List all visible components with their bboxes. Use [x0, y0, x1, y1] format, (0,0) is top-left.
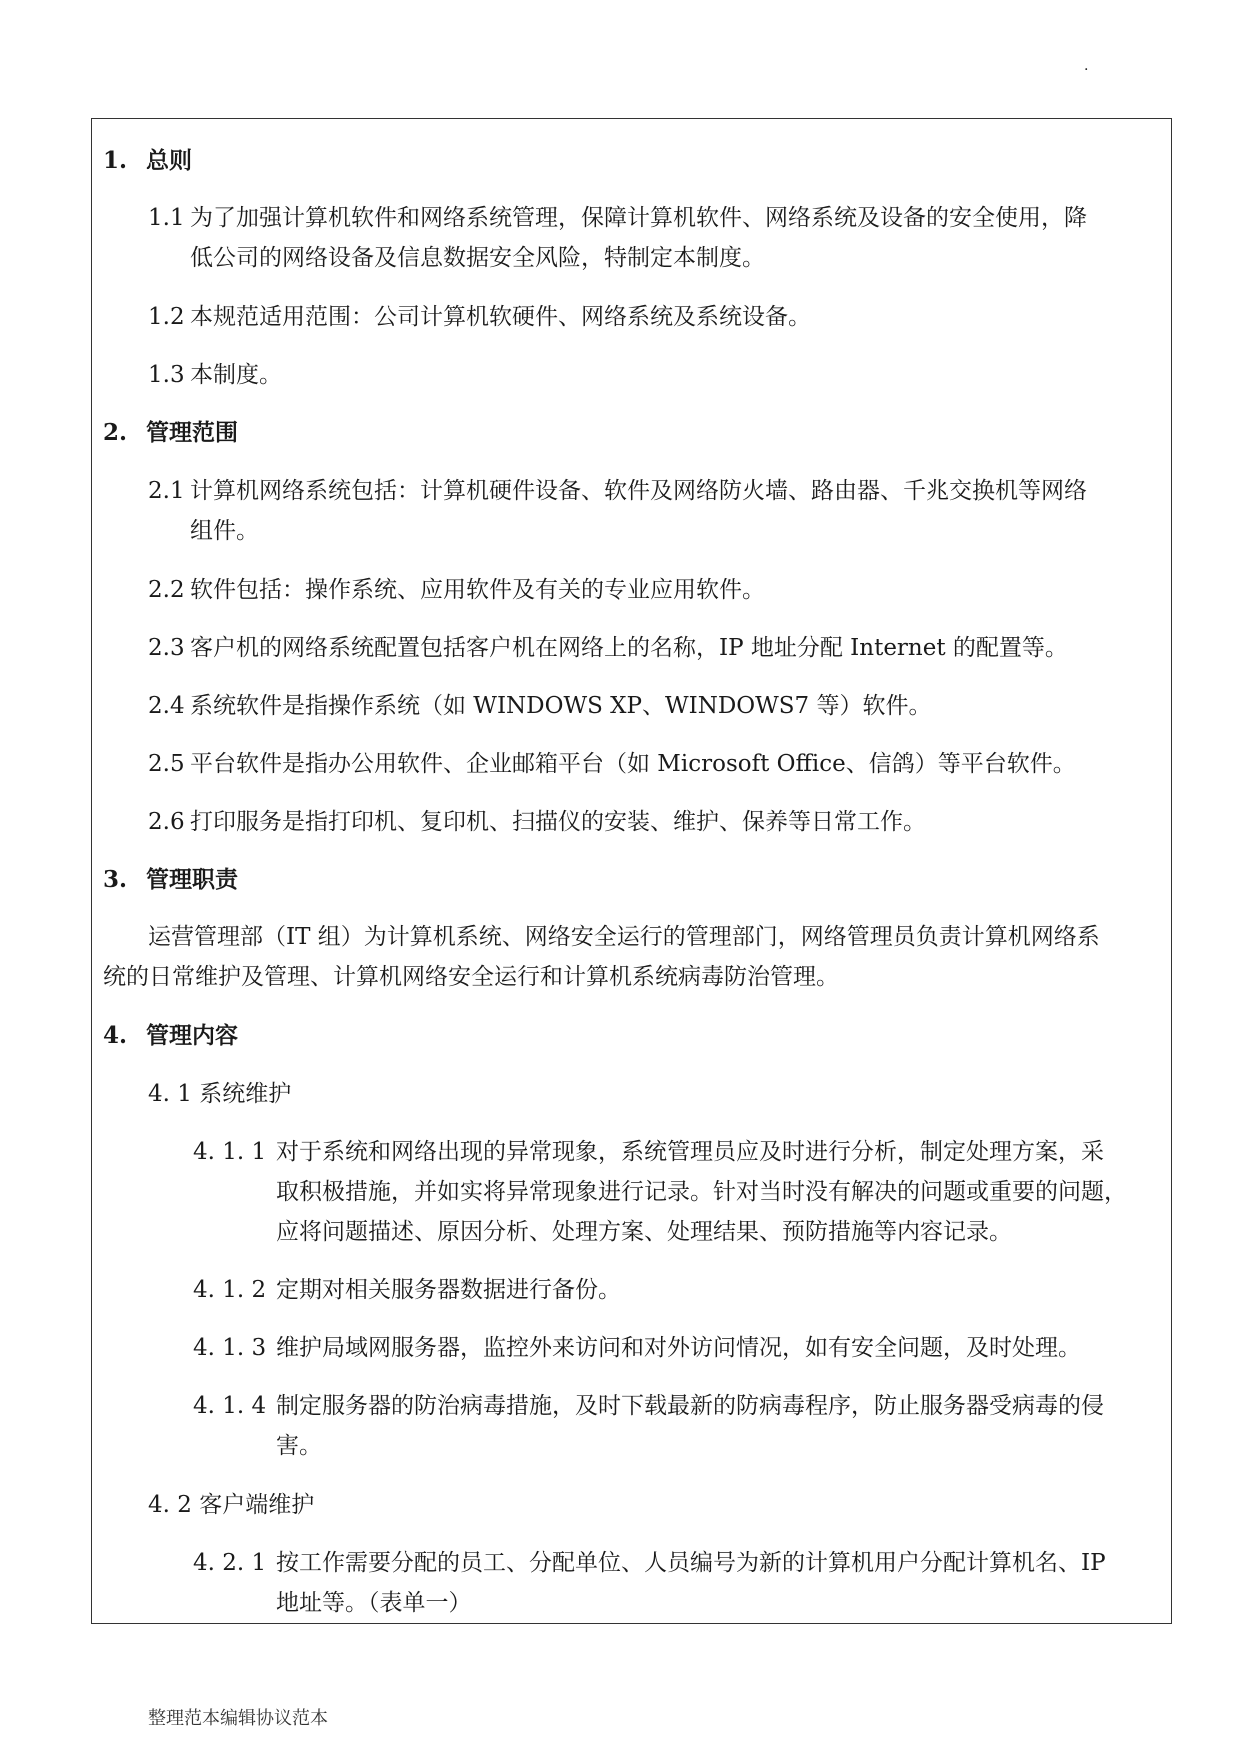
- item-4-1-1-line-2: 取积极措施，并如实将异常现象进行记录。针对当时没有解决的问题或重要的问题，: [276, 1179, 1127, 1205]
- item-2-2-number: 2.2: [148, 577, 185, 603]
- item-1-3-line-1: 本制度。: [190, 362, 282, 388]
- item-2-3-number: 2.3: [148, 635, 185, 661]
- item-2-2-line-1: 软件包括：操作系统、应用软件及有关的专业应用软件。: [190, 577, 765, 603]
- item-1-1-number: 1.1: [148, 205, 185, 231]
- item-4-1-3-number: 4. 1. 3: [193, 1335, 267, 1361]
- section-3-title: 管理职责: [146, 866, 238, 893]
- item-4-1-1-line-1: 对于系统和网络出现的异常现象，系统管理员应及时进行分析，制定处理方案，采: [276, 1139, 1104, 1165]
- footer-text: 整理范本编辑协议范本: [148, 1708, 328, 1729]
- item-4-1-2-number: 4. 1. 2: [193, 1277, 267, 1303]
- section-3-number: 3.: [103, 866, 128, 893]
- section-3-paragraph-line-2: 统的日常维护及管理、计算机网络安全运行和计算机系统病毒防治管理。: [103, 964, 839, 990]
- item-2-5-line-1: 平台软件是指办公用软件、企业邮箱平台（如 Microsoft Office、信鸽）等平台软件。: [190, 751, 1076, 777]
- subsection-4-2-title: 4. 2 客户端维护: [148, 1492, 315, 1518]
- item-4-1-1-number: 4. 1. 1: [193, 1139, 267, 1165]
- section-3-paragraph-line-1: 运营管理部（IT 组）为计算机系统、网络安全运行的管理部门，网络管理员负责计算机网络系: [148, 924, 1100, 950]
- subsection-4-1-title: 4. 1 系统维护: [148, 1081, 292, 1107]
- item-4-2-1-line-2: 地址等。（表单一）: [276, 1590, 472, 1616]
- section-2-title: 管理范围: [146, 419, 238, 446]
- section-2-number: 2.: [103, 419, 128, 446]
- item-2-4-number: 2.4: [148, 693, 185, 719]
- item-4-1-4-number: 4. 1. 4: [193, 1393, 267, 1419]
- item-4-1-1-line-3: 应将问题描述、原因分析、处理方案、处理结果、预防措施等内容记录。: [276, 1219, 1012, 1245]
- item-4-1-3-line-1: 维护局域网服务器，监控外来访问和对外访问情况，如有安全问题，及时处理。: [276, 1335, 1081, 1361]
- item-1-2-number: 1.2: [148, 304, 185, 330]
- section-4-title: 管理内容: [146, 1022, 238, 1049]
- item-1-2-line-1: 本规范适用范围：公司计算机软硬件、网络系统及系统设备。: [190, 304, 811, 330]
- section-1-title: 总则: [146, 147, 192, 174]
- item-4-2-1-line-1: 按工作需要分配的员工、分配单位、人员编号为新的计算机用户分配计算机名、IP: [276, 1550, 1106, 1576]
- section-4-number: 4.: [103, 1022, 128, 1049]
- item-2-1-line-1: 计算机网络系统包括：计算机硬件设备、软件及网络防火墙、路由器、千兆交换机等网络: [190, 478, 1087, 504]
- item-2-1-line-2: 组件。: [190, 518, 259, 544]
- section-1-number: 1.: [103, 147, 128, 174]
- item-4-1-4-line-1: 制定服务器的防治病毒措施，及时下载最新的防病毒程序，防止服务器受病毒的侵: [276, 1393, 1104, 1419]
- corner-mark: .: [1084, 58, 1089, 74]
- item-4-2-1-number: 4. 2. 1: [193, 1550, 267, 1576]
- item-1-1-line-1: 为了加强计算机软件和网络系统管理，保障计算机软件、网络系统及设备的安全使用，降: [190, 205, 1087, 231]
- item-2-5-number: 2.5: [148, 751, 185, 777]
- item-2-6-number: 2.6: [148, 809, 185, 835]
- item-4-1-2-line-1: 定期对相关服务器数据进行备份。: [276, 1277, 621, 1303]
- item-1-3-number: 1.3: [148, 362, 185, 388]
- item-4-1-4-line-2: 害。: [276, 1433, 322, 1459]
- item-2-4-line-1: 系统软件是指操作系统（如 WINDOWS XP、WINDOWS7 等）软件。: [190, 693, 932, 719]
- item-1-1-line-2: 低公司的网络设备及信息数据安全风险，特制定本制度。: [190, 245, 765, 271]
- item-2-6-line-1: 打印服务是指打印机、复印机、扫描仪的安装、维护、保养等日常工作。: [190, 809, 926, 835]
- item-2-3-line-1: 客户机的网络系统配置包括客户机在网络上的名称，IP 地址分配 Internet 的配置等。: [190, 635, 1068, 661]
- item-2-1-number: 2.1: [148, 478, 185, 504]
